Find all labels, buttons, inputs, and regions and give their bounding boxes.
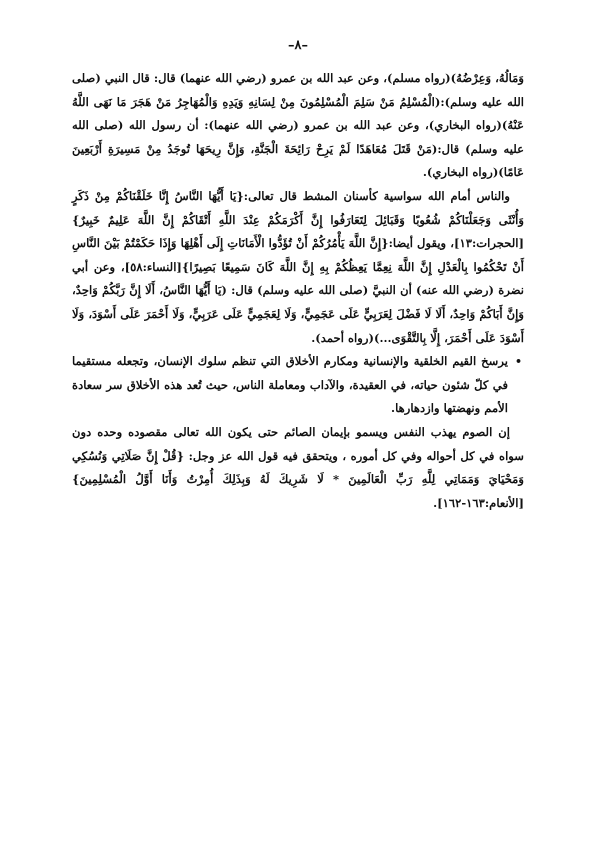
document-page — [72, 38, 524, 515]
bullet-body-text: التي تنظم سلوك الإنسان، وتجعله مستقيما في كلّ شئون حياته، في العقيدة، والآداب ومعاملة الناس، حيث تُعد هذه الأخلاق سر سعادة الأمم ونهضتها وازدهارها. — [72, 354, 508, 416]
paragraph-bullet-ethics — [72, 350, 524, 421]
bullet-lead-text: يرسخ القيم الخلقية والإنسانية ومكارم الأخلاق — [285, 354, 509, 369]
bullet-icon: • — [514, 355, 522, 369]
page-number: –٨– — [288, 38, 308, 53]
paragraph-fasting: إن الصوم يهذب النفس ويسمو بإيمان الصائم حتى يكون الله تعالى مقصوده وحده دون سواه في كل أحواله وفي كل أموره ، ويتحقق فيه قول الله عز وجل: {قُلْ إِنَّ صَلَاتِي وَنُسُكِي وَمَحْيَايَ وَمَمَاتِي لِلَّهِ رَبِّ الْعَالَمِينَ * لَا شَرِيكَ لَهُ وَبِذَلِكَ أُمِرْتُ وَأَنَا أَوَّلُ الْمُسْلِمِينَ}[الأنعام:١٦٣-١٦٢]. — [72, 424, 524, 510]
paragraph-hadith-continuation: وَمَالُهُ، وَعِرْضُهُ)(رواه مسلم)، وعن عبد الله بن عمرو (رضي الله عنهما) قال: قال النبي (صلى الله عليه وسلم):(الْمُسْلِمُ مَنْ سَلِمَ الْمُسْلِمُونَ مِنْ لِسَانِهِ وَيَدِهِ وَالْمُهَاجِرُ مَنْ هَجَرَ مَا نَهَى اللَّهُ عَنْهُ)(رواه البخاري)، وعن عبد الله بن عمرو (رضي الله عنهما): أن رسول الله (صلى الله عليه وسلم) قال:(مَنْ قَتَلَ مُعَاهَدًا لَمْ يَرِحْ رَائِحَةَ الْجَنَّةِ، وَإِنَّ رِيحَهَا تُوجَدُ مِنْ مَسِيرَةِ أَرْبَعِينَ عَامًا)(رواه البخاري). — [72, 71, 524, 180]
paragraph-equality: والناس أمام الله سواسية كأسنان المشط قال تعالى:{يَا أَيُّهَا النَّاسُ إِنَّا خَلَقْنَاكُمْ مِنْ ذَكَرٍ وَأُنْثَى وَجَعَلْنَاكُمْ شُعُوبًا وَقَبَائِلَ لِتَعَارَفُوا إِنَّ أَكْرَمَكُمْ عِنْدَ اللَّهِ أَتْقَاكُمْ إِنَّ اللَّهَ عَلِيمٌ خَبِيرٌ}[الحجرات:١٣]، ويقول أيضا:{إِنَّ اللَّهَ يَأْمُرُكُمْ أَنْ تُؤَدُّوا الْأَمَانَاتِ إِلَى أَهْلِهَا وَإِذَا حَكَمْتُمْ بَيْنَ النَّاسِ أَنْ تَحْكُمُوا بِالْعَدْلِ إِنَّ اللَّهَ نِعِمَّا يَعِظُكُمْ بِهِ إِنَّ اللَّهَ كَانَ سَمِيعًا بَصِيرًا}[النساء:٥٨]، وعن أبي نضرة (رضي الله عنه) أن النبيَّ (صلى الله عليه وسلم) قال: (يَا أَيُّهَا النَّاسُ، أَلَا إِنَّ رَبَّكُمْ وَاحِدٌ، وَإِنَّ أَبَاكُمْ وَاحِدٌ، أَلَا لَا فَضْلَ لِعَرَبِيٍّ عَلَى عَجَمِيٍّ، وَلَا لِعَجَمِيٍّ عَلَى عَرَبِيٍّ، وَلَا أَحْمَرَ عَلَى أَسْوَدَ، وَلَا أَسْوَدَ عَلَى أَحْمَرَ، إِلَّا بِالتَّقْوَى...)(رواه أحمد). — [72, 188, 524, 345]
